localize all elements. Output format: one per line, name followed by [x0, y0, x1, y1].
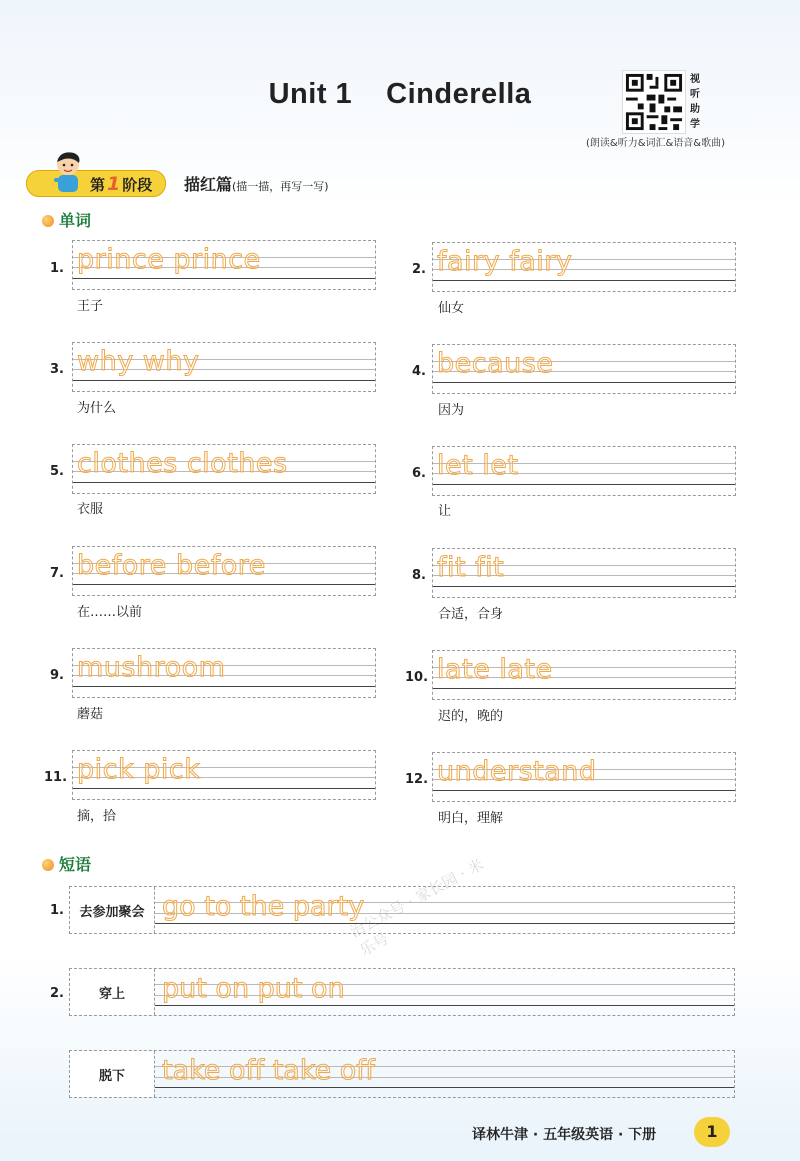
word-trace: prince prince	[77, 244, 261, 275]
word-number: 2.	[412, 262, 426, 277]
word-meaning: 合适，合身	[438, 607, 504, 622]
phrase-meaning: 脱下	[70, 1051, 155, 1097]
word-trace: pick pick	[77, 754, 201, 785]
word-number: 11.	[44, 770, 68, 785]
qr-code-icon[interactable]	[622, 70, 686, 134]
stage-title: 描红篇(描一描，再写一写)	[184, 175, 329, 194]
word-trace: fit fit	[437, 552, 505, 583]
stage-label: 第 1 阶段	[90, 173, 153, 195]
phrase-meaning: 穿上	[70, 969, 155, 1015]
word-number: 5.	[50, 464, 64, 479]
word-trace: let let	[437, 450, 519, 481]
word-tracing-lines[interactable]	[432, 242, 736, 292]
word-number: 1.	[50, 261, 64, 276]
word-tracing-lines[interactable]	[432, 344, 736, 394]
word-meaning: 蘑菇	[77, 707, 104, 722]
word-trace: understand	[437, 756, 597, 787]
phrase-tracing-lines[interactable]	[69, 968, 735, 1016]
word-number: 8.	[412, 568, 426, 583]
word-number: 9.	[50, 668, 64, 683]
phrase-trace: put on put on	[162, 973, 345, 1004]
word-tracing-lines[interactable]	[72, 444, 376, 494]
qr-caption: (朗读&听力&词汇&语音&歌曲)	[586, 138, 725, 149]
page-number: 1	[694, 1117, 730, 1147]
word-tracing-lines[interactable]	[432, 650, 736, 700]
word-number: 10.	[405, 670, 429, 685]
unit-label: Unit 1	[268, 78, 353, 110]
word-trace: clothes clothes	[77, 448, 288, 479]
word-number: 3.	[50, 362, 64, 377]
word-tracing-lines[interactable]	[432, 548, 736, 598]
footer-book-title: 译林牛津 · 五年级英语 · 下册	[472, 1127, 657, 1143]
word-trace: mushroom	[77, 652, 226, 683]
word-tracing-lines[interactable]	[72, 648, 376, 698]
word-tracing-lines[interactable]	[432, 752, 736, 802]
phrase-number: 1.	[50, 903, 64, 918]
word-tracing-lines[interactable]	[72, 546, 376, 596]
word-meaning: 衣服	[77, 502, 104, 517]
word-trace: because	[437, 348, 554, 379]
phrase-tracing-lines[interactable]	[69, 1050, 735, 1098]
word-number: 6.	[412, 466, 426, 481]
word-meaning: 因为	[438, 403, 465, 418]
word-tracing-lines[interactable]	[72, 240, 376, 290]
word-meaning: 王子	[77, 299, 104, 314]
phrase-tracing-lines[interactable]	[69, 886, 735, 934]
word-meaning: 仙女	[438, 301, 465, 316]
word-number: 12.	[405, 772, 429, 787]
word-tracing-lines[interactable]	[72, 342, 376, 392]
phrase-meaning: 去参加聚会	[70, 887, 155, 933]
word-meaning: 让	[438, 504, 452, 519]
word-meaning: 明白，理解	[438, 811, 504, 826]
unit-title: Cinderella	[386, 78, 532, 110]
word-trace: before before	[77, 550, 266, 581]
word-number: 7.	[50, 566, 64, 581]
qr-label: 视听助学	[690, 74, 700, 130]
word-tracing-lines[interactable]	[72, 750, 376, 800]
word-trace: why why	[77, 346, 200, 377]
word-tracing-lines[interactable]	[432, 446, 736, 496]
word-trace: late late	[437, 654, 553, 685]
word-meaning: 迟的，晚的	[438, 709, 504, 724]
phrase-number: 2.	[50, 986, 64, 1001]
phrases-heading: 短语	[42, 852, 91, 875]
word-number: 4.	[412, 364, 426, 379]
word-trace: fairy fairy	[437, 246, 573, 277]
word-meaning: 在……以前	[77, 605, 143, 620]
phrase-trace: go to the party	[162, 891, 365, 922]
watermark: 治公众号 · 家长园 · 米乐号	[346, 855, 487, 960]
word-meaning: 为什么	[77, 401, 117, 416]
word-meaning: 摘，拾	[77, 809, 117, 824]
phrase-trace: take off take off	[162, 1055, 375, 1086]
boy-mascot-icon	[48, 150, 88, 198]
words-heading: 单词	[42, 208, 91, 231]
